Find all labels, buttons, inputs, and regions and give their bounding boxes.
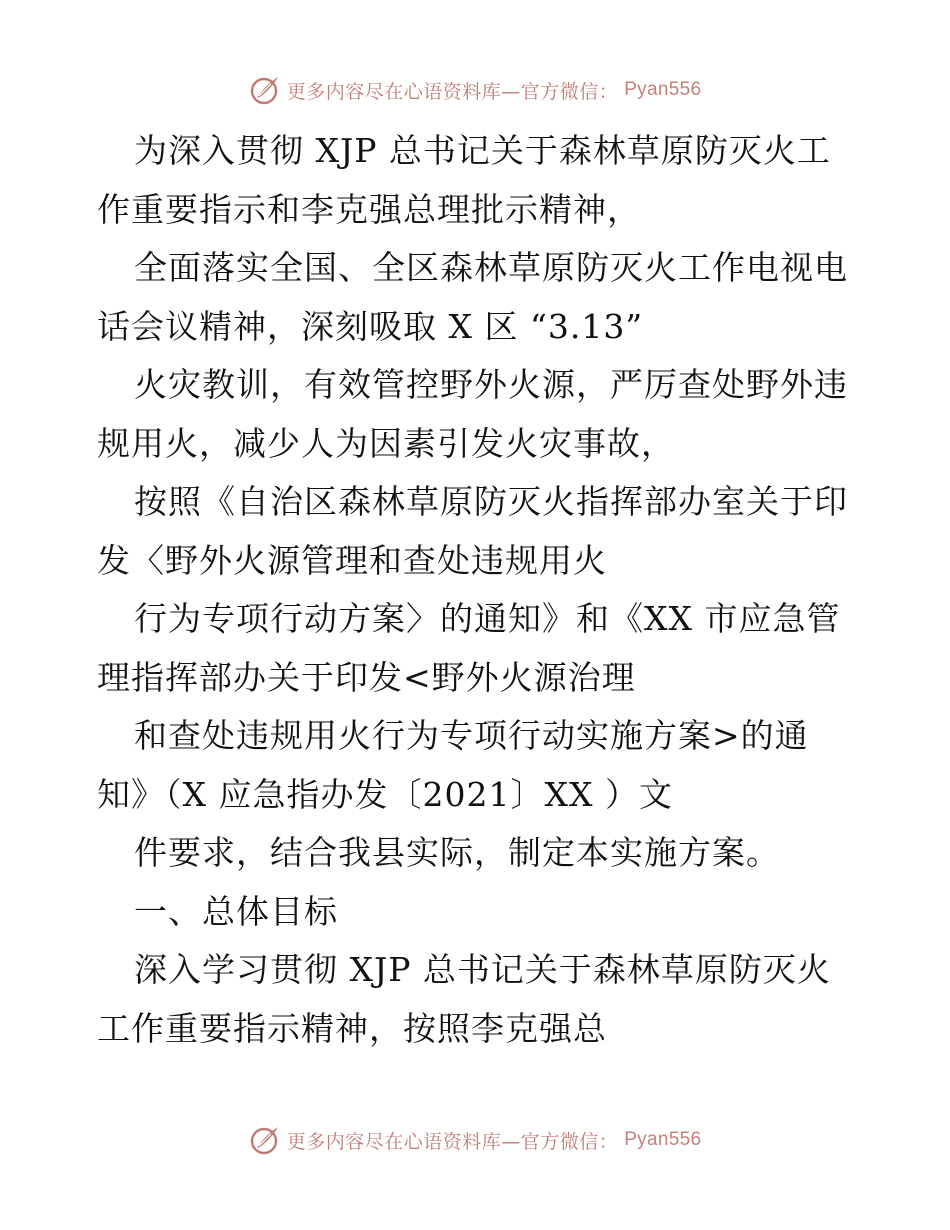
text-line: 理指挥部办关于印发<野外火源治理	[97, 657, 636, 697]
text-line: 作重要指示和李克强总理批示精神，	[97, 189, 641, 229]
document-body	[0, 122, 950, 1058]
text-line: 工作重要指示精神，按照李克强总	[97, 1008, 607, 1048]
text-line: 按照《自治区森林草原防灭火指挥部办室关于印	[134, 482, 848, 521]
header-watermark	[0, 74, 950, 106]
quill-logo-icon	[249, 74, 281, 106]
text-line: 话会议精神，深刻吸取 X 区 “3.13”	[97, 306, 644, 346]
text-line: 为深入贯彻 XJP 总书记关于森林草原防灭火工	[134, 131, 831, 170]
text-line: 和查处违规用火行为专项行动实施方案>的通	[134, 716, 809, 755]
text-line: 件要求，结合我县实际，制定本实施方案。	[134, 833, 780, 872]
quill-logo-icon	[249, 1124, 281, 1156]
text-line: 火灾教训，有效管控野外火源，严厉查处野外违	[134, 365, 848, 404]
watermark-wechat-id: Pyan556	[624, 79, 702, 100]
text-line: 全面落实全国、全区森林草原防灭火工作电视电	[134, 248, 848, 287]
text-line: 发〈野外火源管理和查处违规用火	[97, 540, 607, 580]
text-line: 行为专项行动方案〉的通知》和《XX 市应急管	[134, 599, 841, 638]
section-heading: 一、总体目标	[134, 891, 338, 931]
text-line: 深入学习贯彻 XJP 总书记关于森林草原防灭火	[134, 950, 831, 989]
watermark-wechat-id: Pyan556	[624, 1129, 702, 1150]
watermark-text: 更多内容尽在心语资料库—官方微信：	[286, 80, 619, 103]
text-line: 知》（X 应急指办发〔2021〕XX ）文	[97, 774, 673, 814]
watermark-text: 更多内容尽在心语资料库—官方微信：	[286, 1130, 619, 1153]
text-line: 规用火，减少人为因素引发火灾事故，	[97, 423, 675, 463]
footer-watermark	[0, 1124, 950, 1156]
